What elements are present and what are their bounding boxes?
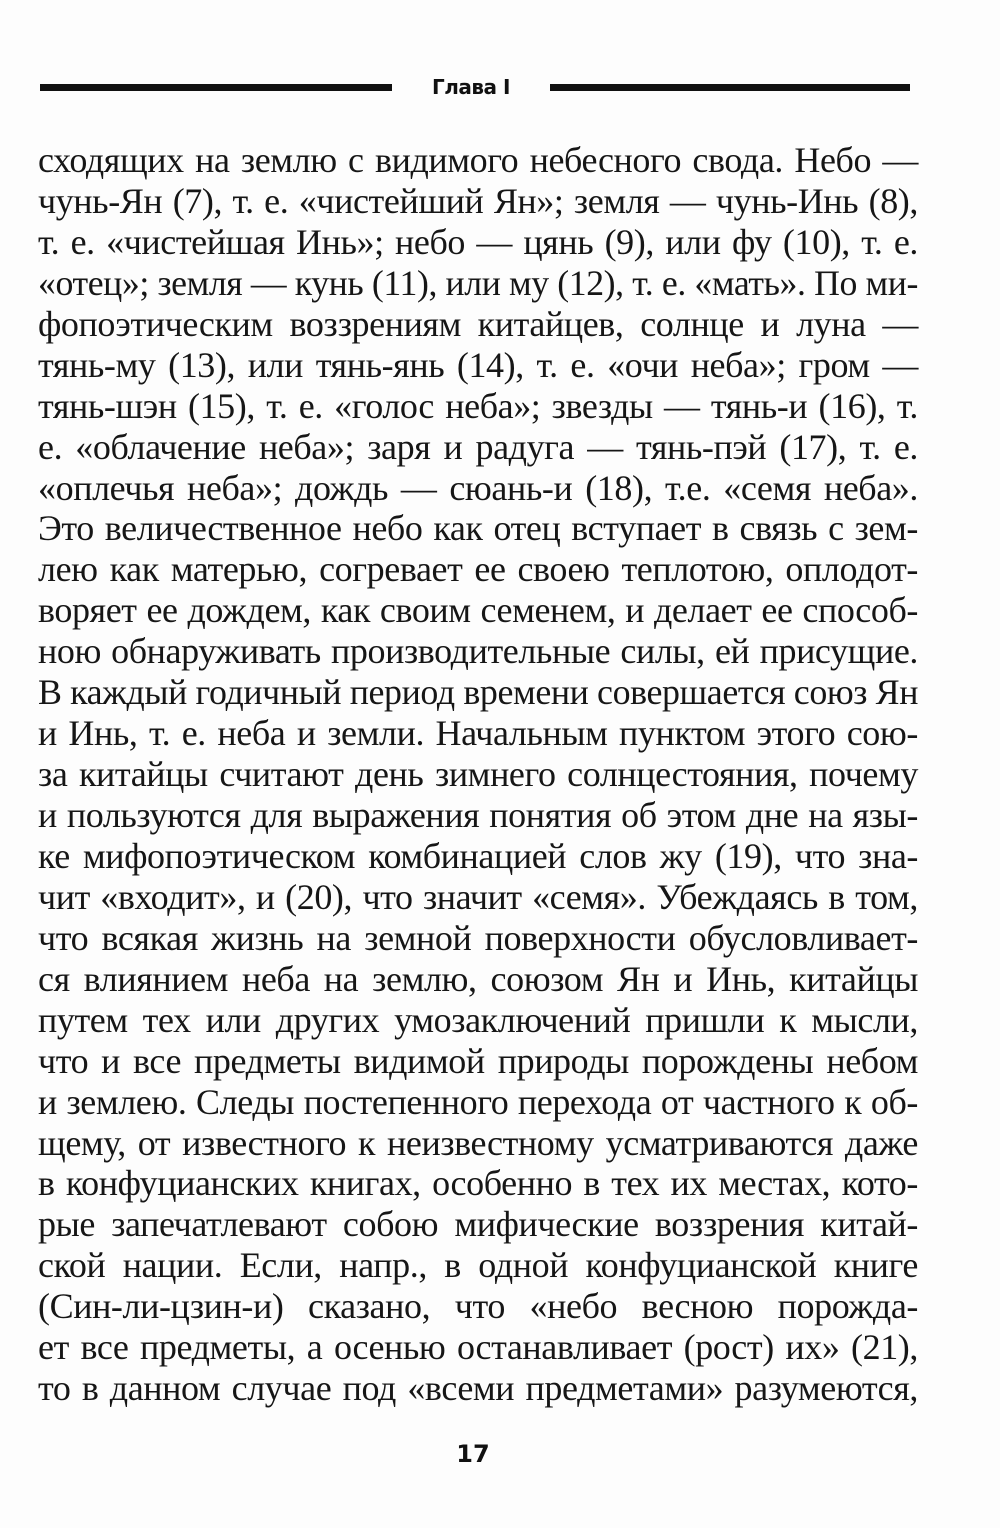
text-line: лею как матерью, согревает ее своею теплотою, оплодот- [38,549,918,590]
text-line: и пользуются для выражения понятия об этом дне на язы- [38,795,918,835]
text-line: путем тех или других умозаключений пришли к мысли, [38,999,918,1040]
text-line: чунь-Ян (7), т. е. «чистейший Ян»; земля — чунь-Инь (8), [38,180,918,221]
text-line: ет все предметы, а осенью останавливает (рост) их» (21), [38,1327,918,1368]
text-line: воряет ее дождем, как своим семенем, и делает ее способ- [38,590,918,631]
text-line: фопоэтическим воззрениям китайцев, солнце и луна — [38,303,918,344]
text-line: е. «облачение неба»; заря и радуга — тянь-пэй (17), т. е. [38,426,918,467]
text-line: и землею. Следы постепенного перехода от частного к об- [38,1081,918,1122]
text-line: что и все предметы видимой природы порождены небом [38,1040,918,1081]
text-line: (Син-ли-цзин-и) сказано, что «небо весною порожда- [38,1286,918,1327]
text-line: за китайцы считают день зимнего солнцестояния, почему [38,754,918,795]
text-line: т. е. «чистейшая Инь»; небо — цянь (9), или фу (10), т. е. [38,221,918,262]
text-line: чит «входит», и (20), что значит «семя». Убеждаясь в том, [38,876,918,917]
text-line: «отец»; земля — кунь (11), или му (12), т. е. «мать». По ми- [38,262,918,303]
chapter-title: Глава I [432,75,510,99]
text-line: ской нации. Если, напр., в одной конфуцианской книге [38,1245,918,1286]
text-line: В каждый годичный период времени совершается союз Ян [38,672,919,713]
text-line: в конфуцианских книгах, особенно в тех их местах, кото- [38,1163,918,1204]
running-header [40,70,910,104]
page-number: 17 [456,1440,490,1468]
text-line: рые запечатлевают собою мифические воззрения китай- [38,1204,918,1245]
text-line: тянь-му (13), или тянь-янь (14), т. е. «очи неба»; гром — [38,344,918,385]
text-line: «оплечья неба»; дождь — сюань-и (18), т.е. «семя неба». [38,467,918,508]
text-line: что всякая жизнь на земной поверхности обусловливает- [38,917,918,958]
text-line: Это величественное небо как отец вступает в связь с зем- [38,508,918,549]
header-rule-left [40,84,392,91]
text-line: ною обнаруживать производительные силы, ей присущие. [38,631,918,672]
text-line: щему, от известного к неизвестному усматриваются даже [38,1122,918,1163]
text-line: ся влиянием неба на землю, союзом Ян и Инь, китайцы [38,958,918,999]
body-text [38,140,918,1409]
text-line: ке мифопоэтическом комбинацией слов жу (19), что зна- [38,835,918,876]
text-line: тянь-шэн (15), т. е. «голос неба»; звезды — тянь-и (16), т. [38,385,918,426]
text-line: то в данном случае под «всеми предметами» разумеются, [38,1368,918,1409]
text-line: и Инь, т. е. неба и земли. Начальным пунктом этого сою- [38,713,918,754]
header-rule-right [550,84,910,91]
text-line: сходящих на землю с видимого небесного свода. Небо — [38,140,918,180]
